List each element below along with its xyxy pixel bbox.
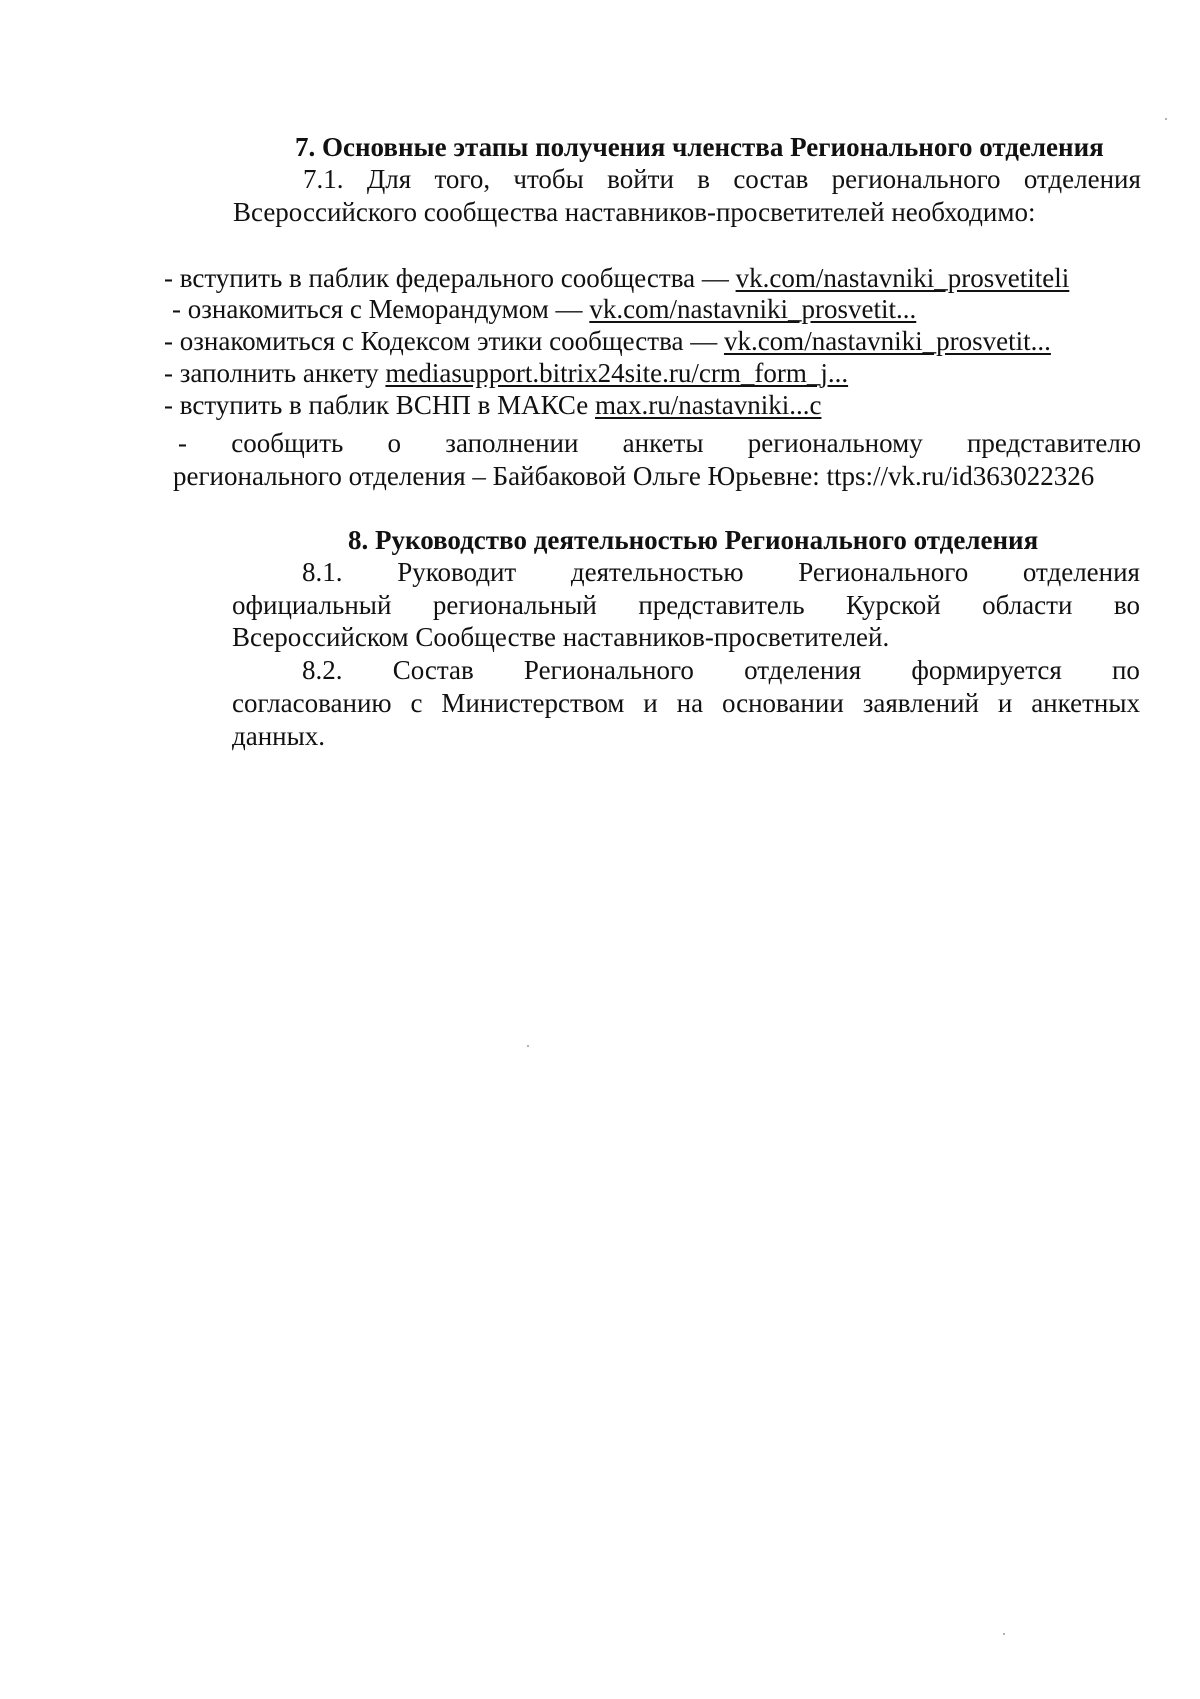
application-form-link[interactable]: mediasupport.bitrix24site.ru/crm_form_j... — [385, 358, 849, 388]
paragraph-8-1-line-2 — [232, 589, 1140, 621]
vk-public-link[interactable]: vk.com/nastavniki_prosvetiteli — [735, 263, 1070, 293]
list-item — [164, 325, 1051, 357]
list-item-text: - ознакомиться с Кодексом этики сообщества — — [164, 326, 724, 356]
paragraph-8-2-line-2 — [232, 687, 1140, 719]
word: регионального — [831, 164, 1001, 194]
list-item-text: - ознакомиться с Меморандумом — — [172, 294, 590, 324]
word: заявлений — [862, 688, 979, 718]
word: Для — [366, 164, 412, 194]
scan-speck — [1165, 118, 1167, 120]
word: того, — [434, 164, 491, 194]
word: региональный — [432, 590, 597, 620]
word: Регионального — [798, 557, 969, 587]
word: Состав — [392, 655, 474, 685]
paragraph-8-1-line-3: Всероссийском Сообществе наставников-просветителей. — [232, 622, 890, 652]
word: согласованию — [232, 688, 392, 718]
word: представителю — [966, 428, 1141, 458]
max-public-link[interactable]: max.ru/nastavniki...c — [595, 390, 822, 420]
word: - — [178, 428, 187, 458]
word: области — [982, 590, 1073, 620]
word: формируется — [911, 655, 1062, 685]
list-item-6-line-2: регионального отделения – Байбаковой Ольге Юрьевне: ttps://vk.ru/id363022326 — [173, 461, 1095, 491]
word: Руководит — [397, 557, 517, 587]
list-item-text: - вступить в паблик федерального сообщества — — [164, 263, 736, 293]
list-item — [164, 357, 848, 389]
word: 8.1. — [302, 557, 343, 587]
word: отделения — [744, 655, 862, 685]
word: региональному — [747, 428, 923, 458]
word: о — [387, 428, 402, 458]
word: анкеты — [622, 428, 704, 458]
word: на — [676, 688, 704, 718]
list-item-6-line-1 — [178, 427, 1141, 459]
word: чтобы — [513, 164, 584, 194]
word: заполнении — [445, 428, 579, 458]
word: отделения — [1023, 164, 1141, 194]
word: во — [1113, 590, 1140, 620]
word: состав — [733, 164, 809, 194]
paragraph-7-1-line-2: Всероссийского сообщества наставников-просветителей необходимо: — [233, 197, 1036, 227]
word: Министерством — [441, 688, 625, 718]
word: основании — [721, 688, 844, 718]
word: с — [410, 688, 423, 718]
word: Регионального — [523, 655, 694, 685]
word: 7.1. — [303, 164, 344, 194]
section-7-heading: 7. Основные этапы получения членства Регионального отделения — [295, 132, 1104, 162]
word: представитель — [638, 590, 805, 620]
list-item-text: - вступить в паблик ВСНП в МАКСе — [164, 390, 595, 420]
word: и — [997, 688, 1013, 718]
paragraph-7-1-line-1 — [303, 163, 1141, 195]
memorandum-link[interactable]: vk.com/nastavniki_prosvetit... — [589, 294, 917, 324]
word: отделения — [1022, 557, 1140, 587]
word: анкетных — [1031, 688, 1140, 718]
word: деятельностью — [570, 557, 744, 587]
word: по — [1111, 655, 1140, 685]
word: 8.2. — [302, 655, 343, 685]
scan-speck — [1003, 1633, 1005, 1635]
section-8-heading: 8. Руководство деятельностью Регионального отделения — [348, 525, 1039, 555]
ethics-code-link[interactable]: vk.com/nastavniki_prosvetit... — [723, 326, 1051, 356]
word: сообщить — [231, 428, 344, 458]
word: официальный — [232, 590, 392, 620]
paragraph-8-2-line-3: данных. — [232, 721, 326, 751]
word: Курской — [846, 590, 941, 620]
word: войти — [607, 164, 674, 194]
list-item-text: - заполнить анкету — [164, 358, 386, 388]
word: и — [643, 688, 658, 718]
scan-speck — [527, 1045, 529, 1047]
list-item — [164, 389, 821, 421]
list-item — [164, 262, 1069, 294]
paragraph-8-2-line-1 — [302, 654, 1140, 686]
paragraph-8-1-line-1 — [302, 556, 1140, 588]
word: в — [697, 164, 710, 194]
list-item — [172, 293, 916, 325]
